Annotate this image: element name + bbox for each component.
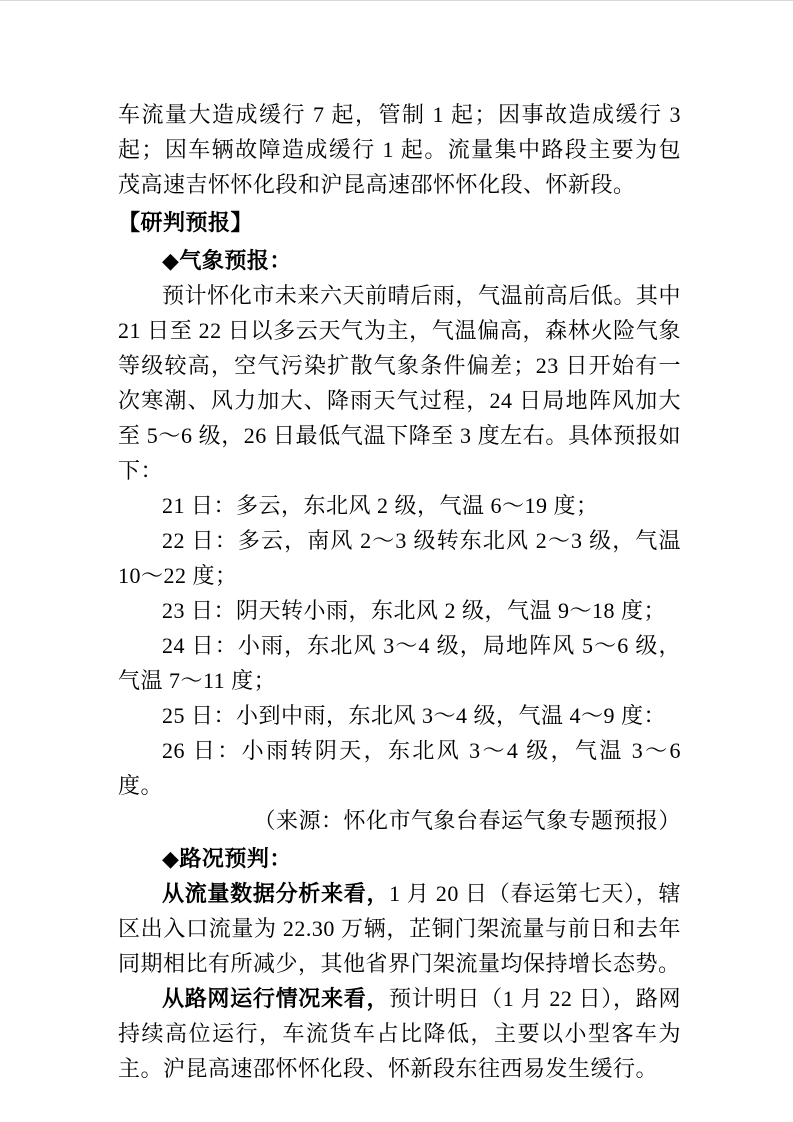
weather-forecast-heading: ◆气象预报： [162,248,292,273]
road-paragraph-traffic-data [118,876,681,981]
daily-forecast-line-21: 21 日：多云，东北风 2 级，气温 6～19 度； [162,493,599,518]
daily-forecast-line-26: 26 日：小雨转阴天，东北风 3～4 级，气温 3～6 度。 [118,738,681,798]
road-paragraph-traffic-data-lead: 从流量数据分析来看， [162,881,390,906]
road-condition-heading: ◆路况预判： [162,846,292,871]
daily-forecast-line-24: 24 日：小雨，东北风 3～4 级，局地阵风 5～6 级，气温 7～11 度； [118,633,681,693]
road-paragraph-network-status-text: 预计明日（1 月 22 日），路网持续高位运行，车流货车占比降低，主要以小型客车为主。沪昆高速邵怀怀化段、怀新段东往西易发生缓行。 [118,986,681,1081]
section-heading-analysis-forecast: 【研判预报】 [118,210,254,235]
weather-summary-paragraph: 预计怀化市未来六天前晴后雨，气温前高后低。其中 21 日至 22 日以多云天气为主，气温偏高，森林火险气象等级较高，空气污染扩散气象条件偏差；23 日开始有一次寒潮、风力加大、降雨天气过程，24 日局地阵风加大至 5～6 级，26 日最低气温下降至 3 度左右。具体预报如下： [118,283,681,483]
daily-forecast-line-25: 25 日：小到中雨，东北风 3～4 级，气温 4～9 度： [162,703,667,728]
road-paragraph-network-status [118,981,681,1086]
paragraph-continuation: 车流量大造成缓行 7 起，管制 1 起；因事故造成缓行 3 起；因车辆故障造成缓行 1 起。流量集中路段主要为包茂高速吉怀怀化段和沪昆高速邵怀怀化段、怀新段。 [118,102,681,197]
daily-forecast-line-23: 23 日：阴天转小雨，东北风 2 级，气温 9～18 度； [162,598,667,623]
daily-forecast-line-22: 22 日：多云，南风 2～3 级转东北风 2～3 级，气温 10～22 度； [118,528,681,588]
source-attribution-line: （来源：怀化市气象台春运气象专题预报） [253,808,681,833]
road-paragraph-network-status-lead: 从路网运行情况来看， [162,986,390,1011]
road-paragraph-traffic-data-text: 1 月 20 日（春运第七天），辖区出入口流量为 22.30 万辆，芷铜门架流量与前日和去年同期相比有所减少，其他省界门架流量均保持增长态势。 [118,881,681,976]
